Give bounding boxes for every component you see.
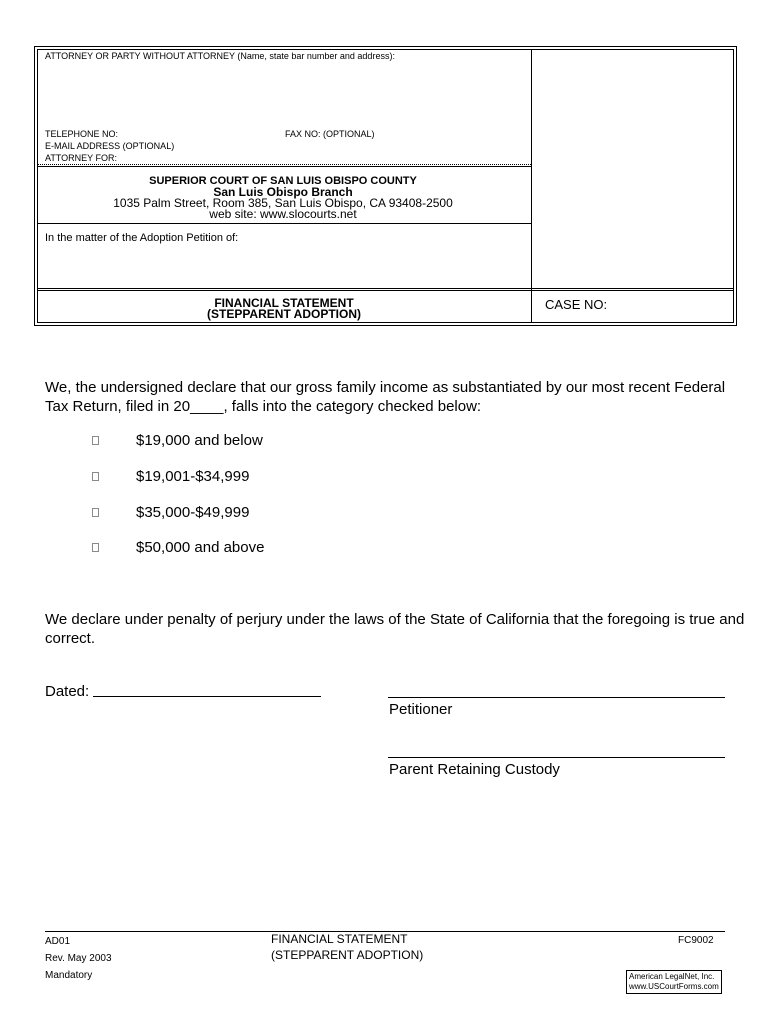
caption-divider [531,49,532,323]
parent-label: Parent Retaining Custody [389,761,560,778]
perjury-line2: correct. [45,630,96,647]
footer-revision: Rev. May 2003 [45,953,112,964]
publisher-name: American LegalNet, Inc. [629,972,715,981]
dated-label: Dated: [45,683,90,700]
footer-form-code: FC9002 [678,935,714,946]
court-top-line [38,166,531,167]
footer-left [45,933,112,984]
court-address: 1035 Palm Street, Room 385, San Luis Obispo, CA 93408-2500 [113,196,453,210]
income-checkbox-3[interactable] [92,508,99,517]
perjury-line1: We declare under penalty of perjury under the laws of the State of California that the foregoing is true and [45,611,745,628]
case-no-label: CASE NO: [545,297,608,312]
footer-title-line2: (STEPPARENT ADOPTION) [271,948,424,962]
income-checkbox-1[interactable] [92,436,99,445]
attorney-for-label: ATTORNEY FOR: [45,153,118,163]
matter-label: In the matter of the Adoption Petition of: [45,232,239,244]
footer-title [271,931,423,963]
footer-form-id: AD01 [45,936,71,947]
dated-line[interactable] [93,696,321,697]
perjury-text [45,610,745,648]
declaration-text [45,378,735,416]
footer-title-line1: FINANCIAL STATEMENT [271,932,408,946]
form-title-line2: (STEPPARENT ADOPTION) [206,307,361,321]
attorney-divider [38,164,531,165]
title-top-line-2 [38,290,734,291]
attorney-label: ATTORNEY OR PARTY WITHOUT ATTORNEY (Name, state bar number and address): [45,51,395,61]
title-top-line [38,288,734,289]
court-website: web site: www.slocourts.net [209,207,357,221]
income-option-1: $19,000 and below [136,432,263,449]
fax-label: FAX NO: (OPTIONAL) [285,129,375,139]
declaration-line1: We, the undersigned declare that our gross family income as substantiated by our most recent Federal [45,379,726,396]
form-title-line1: FINANCIAL STATEMENT [214,296,354,310]
court-block [38,176,528,220]
telephone-label: TELEPHONE NO: [45,129,119,139]
parent-signature-line[interactable] [388,757,725,758]
publisher-url[interactable]: www.USCourtForms.com [629,982,719,991]
email-label: E-MAIL ADDRESS (OPTIONAL) [45,141,175,151]
income-option-2: $19,001-$34,999 [136,468,250,485]
income-option-4: $50,000 and above [136,539,265,556]
form-title [38,298,530,320]
income-checkbox-2[interactable] [92,472,99,481]
court-branch: San Luis Obispo Branch [213,185,353,199]
petitioner-label: Petitioner [389,701,453,718]
petitioner-signature-line[interactable] [388,697,725,698]
court-name: SUPERIOR COURT OF SAN LUIS OBISPO COUNTY [149,175,417,187]
income-checkbox-4[interactable] [92,543,99,552]
declaration-line2: Tax Return, filed in 20____, falls into the category checked below: [45,398,482,415]
footer-status: Mandatory [45,970,93,981]
publisher-box [626,970,722,994]
court-bottom-line [38,223,531,224]
income-option-3: $35,000-$49,999 [136,504,250,521]
